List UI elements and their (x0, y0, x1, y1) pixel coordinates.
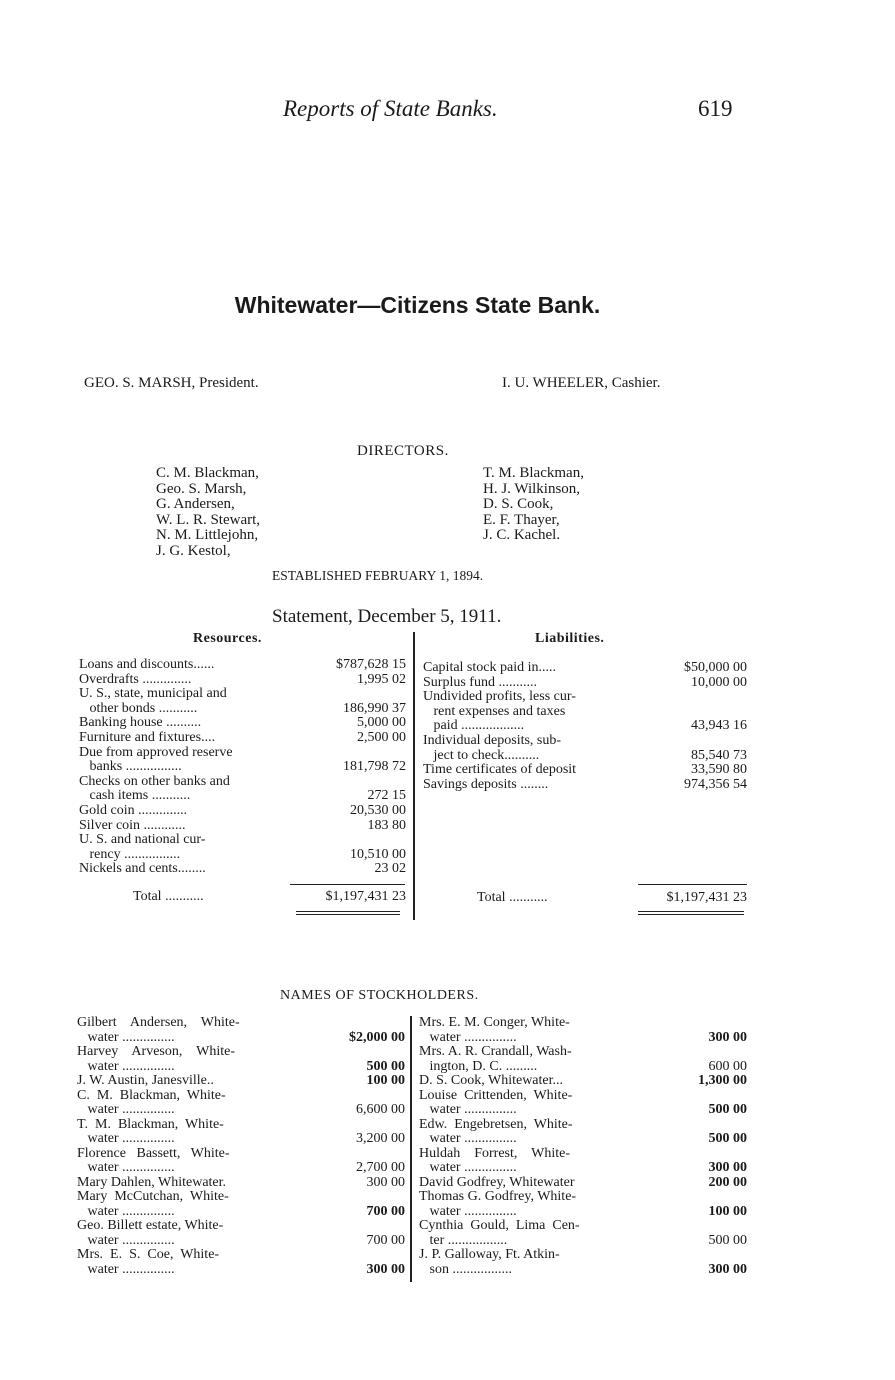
row-label: ject to check.......... (423, 748, 540, 763)
row-amount: 33,590 80 (691, 762, 747, 778)
row-label: Louise Crittenden, White- (419, 1088, 573, 1103)
ledger-row (419, 1147, 747, 1162)
row-amount (319, 1147, 405, 1162)
director-name: H. J. Wilkinson, (483, 480, 581, 497)
row-label: C. M. Blackman, White- (77, 1088, 226, 1103)
ledger-row (419, 1248, 747, 1263)
ledger-row (419, 1176, 747, 1191)
ledger-row (419, 1263, 747, 1278)
ledger-row (419, 1205, 747, 1220)
row-amount (302, 687, 406, 702)
row-label: Silver coin ............ (79, 818, 186, 833)
president: GEO. S. MARSH, President. (84, 375, 259, 391)
row-label: banks ................ (79, 760, 182, 775)
ledger-row (79, 673, 406, 688)
ledger-row (79, 848, 406, 863)
row-label: Harvey Arveson, White- (77, 1045, 235, 1059)
row-amount: 1,300 00 (698, 1073, 747, 1088)
row-amount: 1,995 02 (357, 671, 406, 687)
row-label: Furniture and fixtures.... (79, 730, 216, 745)
ledger-row (423, 705, 747, 720)
ledger-row (77, 1176, 405, 1191)
row-label: Time certificates of deposit (423, 763, 577, 778)
row-label: rency ................ (79, 847, 181, 862)
ledger-row (77, 1016, 405, 1031)
liabilities-ledger (423, 661, 747, 792)
ledger-row (79, 731, 406, 746)
ledger-row (77, 1045, 405, 1060)
director-name: C. M. Blackman, (156, 465, 259, 481)
row-amount (661, 1190, 747, 1205)
row-label: Geo. Billett estate, White- (77, 1219, 224, 1233)
row-amount: 272 15 (367, 788, 406, 804)
established-date: ESTABLISHED FEBRUARY 1, 1894. (272, 568, 484, 583)
ledger-row (77, 1103, 405, 1118)
resources-total-row (133, 890, 406, 905)
row-amount: 100 00 (708, 1203, 747, 1219)
ledger-row (79, 833, 406, 848)
row-amount: 10,510 00 (350, 846, 406, 862)
ledger-row (77, 1031, 405, 1046)
ledger-row (419, 1089, 747, 1104)
row-label: son ................. (419, 1262, 512, 1277)
resources-heading: Resources. (193, 631, 262, 646)
row-label: Cynthia Gould, Lima Cen- (419, 1219, 580, 1233)
row-amount (319, 1089, 405, 1104)
row-amount (643, 690, 747, 705)
stockholders-left (77, 1016, 405, 1277)
row-label: ington, D. C. ......... (419, 1059, 538, 1074)
running-title: Reports of State Banks. (283, 96, 498, 121)
row-amount: 300 00 (708, 1029, 747, 1045)
row-label: Mary McCutchan, White- (77, 1190, 229, 1204)
row-label: Savings deposits ........ (423, 777, 549, 792)
row-amount: 3,200 00 (356, 1131, 405, 1146)
row-label: Mrs. A. R. Crandall, Wash- (419, 1045, 572, 1059)
row-amount: 300 00 (708, 1261, 747, 1277)
row-amount: 181,798 72 (343, 759, 406, 775)
row-amount: 200 00 (708, 1174, 747, 1190)
ledger-row (419, 1074, 747, 1089)
ledger-row (77, 1234, 405, 1249)
bank-title: Whitewater—Citizens State Bank. (234, 292, 601, 318)
ledger-row (419, 1132, 747, 1147)
row-label: water ............... (77, 1103, 175, 1117)
row-label: Nickels and cents........ (79, 862, 206, 877)
row-amount: 5,000 00 (357, 715, 406, 731)
ledger-row (77, 1263, 405, 1278)
row-amount: 500 00 (366, 1058, 405, 1074)
liabilities-heading: Liabilities. (535, 631, 605, 646)
row-amount (319, 1190, 405, 1205)
row-amount: 100 00 (366, 1073, 405, 1088)
row-amount (302, 775, 406, 790)
row-amount (643, 705, 747, 720)
ledger-row (77, 1132, 405, 1147)
liabilities-total-label: Total ........... (477, 891, 548, 905)
ledger-row (77, 1248, 405, 1263)
stockholders-right (419, 1016, 747, 1277)
ledger-row (423, 749, 747, 764)
resources-total-label: Total ........... (133, 890, 204, 904)
row-label: water ............... (77, 1233, 175, 1248)
row-amount (319, 1016, 405, 1031)
row-label: J. P. Galloway, Ft. Atkin- (419, 1248, 560, 1262)
liabilities-total-row (477, 891, 747, 906)
stockholders-heading: NAMES OF STOCKHOLDERS. (280, 988, 479, 1003)
row-amount (643, 734, 747, 749)
row-label: D. S. Cook, Whitewater... (419, 1074, 564, 1088)
ledger-row (77, 1118, 405, 1133)
ledger-row (419, 1016, 747, 1031)
row-amount: 2,500 00 (357, 729, 406, 745)
row-label: cash items ........... (79, 789, 191, 804)
ledger-row (419, 1045, 747, 1060)
ledger-row (423, 763, 747, 778)
row-label: Loans and discounts...... (79, 658, 215, 672)
row-label: Thomas G. Godfrey, White- (419, 1190, 577, 1204)
resources-ledger (79, 658, 406, 877)
ledger-row (77, 1074, 405, 1089)
row-amount (661, 1089, 747, 1104)
ledger-row (423, 778, 747, 793)
row-label: Mary Dahlen, Whitewater. (77, 1175, 227, 1190)
row-label: Due from approved reserve (79, 745, 233, 760)
row-amount (661, 1219, 747, 1234)
ledger-row (77, 1219, 405, 1234)
row-label: water ............... (77, 1262, 175, 1277)
row-amount (661, 1118, 747, 1133)
director-name: J. G. Kestol, (156, 542, 231, 559)
ledger-row (79, 789, 406, 804)
row-amount: 700 00 (366, 1203, 405, 1219)
row-label: T. M. Blackman, White- (77, 1117, 224, 1132)
row-amount: 43,943 16 (691, 718, 747, 734)
row-label: water ............... (419, 1204, 517, 1219)
liabilities-double-rule (638, 911, 744, 915)
row-label: rent expenses and taxes (423, 704, 566, 719)
row-amount (661, 1248, 747, 1263)
director-name: G. Andersen, (156, 496, 235, 512)
row-amount (302, 833, 406, 848)
ledger-row (79, 746, 406, 761)
row-label: U. S. and national cur- (79, 833, 206, 848)
row-label: David Godfrey, Whitewater (419, 1175, 575, 1190)
row-label: ter ................. (419, 1233, 508, 1248)
resources-total-rule (290, 884, 405, 885)
director-name: N. M. Littlejohn, (156, 527, 259, 543)
row-amount: 10,000 00 (691, 674, 747, 690)
ledger-row (419, 1060, 747, 1075)
row-label: Florence Bassett, White- (77, 1146, 230, 1161)
row-amount (302, 746, 406, 761)
row-amount: 500 00 (708, 1131, 747, 1146)
row-amount: 186,990 37 (343, 700, 406, 716)
page-number: 619 (698, 96, 733, 121)
directors-right (483, 466, 584, 544)
row-amount (319, 1118, 405, 1133)
ledger-row (419, 1161, 747, 1176)
ledger-row (423, 690, 747, 705)
liabilities-total-rule (638, 884, 747, 885)
row-amount: 500 00 (708, 1102, 747, 1117)
ledger-row (79, 804, 406, 819)
row-label: Overdrafts .............. (79, 672, 192, 687)
director-name: T. M. Blackman, (483, 465, 584, 481)
row-amount (319, 1219, 405, 1234)
row-label: water ............... (77, 1161, 175, 1175)
row-label: U. S., state, municipal and (79, 687, 227, 702)
row-amount (661, 1045, 747, 1060)
ledger-row (79, 687, 406, 702)
ledger-row (77, 1147, 405, 1162)
row-label: water ............... (77, 1204, 175, 1219)
row-label: paid .................. (423, 719, 525, 734)
director-name: E. F. Thayer, (483, 511, 560, 528)
ledger-row (419, 1234, 747, 1249)
liabilities-total-amount: $1,197,431 23 (666, 890, 747, 905)
ledger-row (423, 719, 747, 734)
ledger-row (419, 1219, 747, 1234)
directors-left (156, 466, 260, 559)
row-label: Edw. Engebretsen, White- (419, 1117, 573, 1132)
ledger-row (419, 1190, 747, 1205)
ledger-row (79, 658, 406, 673)
directors-heading: DIRECTORS. (357, 443, 449, 459)
director-name: Geo. S. Marsh, (156, 480, 247, 497)
ledger-row (419, 1118, 747, 1133)
row-amount: 23 02 (374, 861, 406, 877)
row-amount: 2,700 00 (356, 1160, 405, 1175)
row-label: other bonds ........... (79, 701, 198, 716)
row-label: water ............... (419, 1161, 517, 1175)
ledger-row (79, 775, 406, 790)
ledger-row (419, 1103, 747, 1118)
row-amount: $2,000 00 (349, 1029, 405, 1045)
row-amount: 600 00 (708, 1058, 747, 1074)
row-amount (319, 1045, 405, 1060)
row-amount: 700 00 (366, 1232, 405, 1248)
row-label: Banking house .......... (79, 716, 202, 731)
ledger-row (423, 734, 747, 749)
row-amount: 300 00 (366, 1261, 405, 1277)
ledger-row (77, 1089, 405, 1104)
row-label: Capital stock paid in..... (423, 661, 556, 675)
ledger-row (79, 862, 406, 877)
resources-total-amount: $1,197,431 23 (325, 889, 406, 904)
ledger-row (79, 702, 406, 717)
ledger-row (423, 676, 747, 691)
ledger-row (77, 1205, 405, 1220)
column-divider (413, 632, 415, 920)
director-name: J. C. Kachel. (483, 527, 561, 543)
row-label: water ............... (77, 1132, 175, 1146)
row-amount (661, 1147, 747, 1162)
ledger-row (77, 1161, 405, 1176)
row-label: water ............... (77, 1030, 175, 1045)
row-label: Huldah Forrest, White- (419, 1146, 570, 1161)
row-label: water ............... (77, 1059, 175, 1074)
row-amount (661, 1016, 747, 1031)
row-amount: 183 80 (367, 817, 406, 833)
row-amount: 300 00 (366, 1174, 405, 1190)
ledger-row (77, 1060, 405, 1075)
director-name: W. L. R. Stewart, (156, 511, 261, 528)
director-name: D. S. Cook, (483, 496, 554, 512)
row-label: Individual deposits, sub- (423, 733, 562, 748)
row-label: Checks on other banks and (79, 774, 230, 789)
row-label: water ............... (419, 1103, 517, 1117)
row-amount: $50,000 00 (684, 660, 747, 675)
statement-title: Statement, December 5, 1911. (272, 606, 502, 627)
row-amount: 6,600 00 (356, 1102, 405, 1117)
row-amount (319, 1248, 405, 1263)
row-label: Mrs. E. S. Coe, White- (77, 1248, 220, 1262)
stockholders-divider (410, 1016, 412, 1282)
ledger-row (423, 661, 747, 676)
row-amount: 500 00 (708, 1232, 747, 1248)
row-label: Mrs. E. M. Conger, White- (419, 1016, 570, 1030)
ledger-row (77, 1190, 405, 1205)
row-label: water ............... (419, 1030, 517, 1045)
ledger-row (79, 716, 406, 731)
ledger-row (79, 760, 406, 775)
resources-double-rule (296, 911, 400, 915)
row-amount: 300 00 (708, 1160, 747, 1175)
row-label: Gilbert Andersen, White- (77, 1016, 240, 1030)
cashier: I. U. WHEELER, Cashier. (502, 375, 661, 391)
row-amount: 20,530 00 (350, 802, 406, 818)
row-label: Gold coin .............. (79, 803, 188, 818)
row-label: J. W. Austin, Janesville.. (77, 1074, 214, 1088)
row-amount: $787,628 15 (336, 657, 406, 672)
ledger-row (419, 1031, 747, 1046)
row-label: water ............... (419, 1132, 517, 1146)
row-amount: 974,356 54 (684, 776, 747, 792)
row-label: Undivided profits, less cur- (423, 690, 576, 705)
row-label: Surplus fund ........... (423, 675, 537, 690)
row-amount: 85,540 73 (691, 747, 747, 763)
ledger-row (79, 819, 406, 834)
